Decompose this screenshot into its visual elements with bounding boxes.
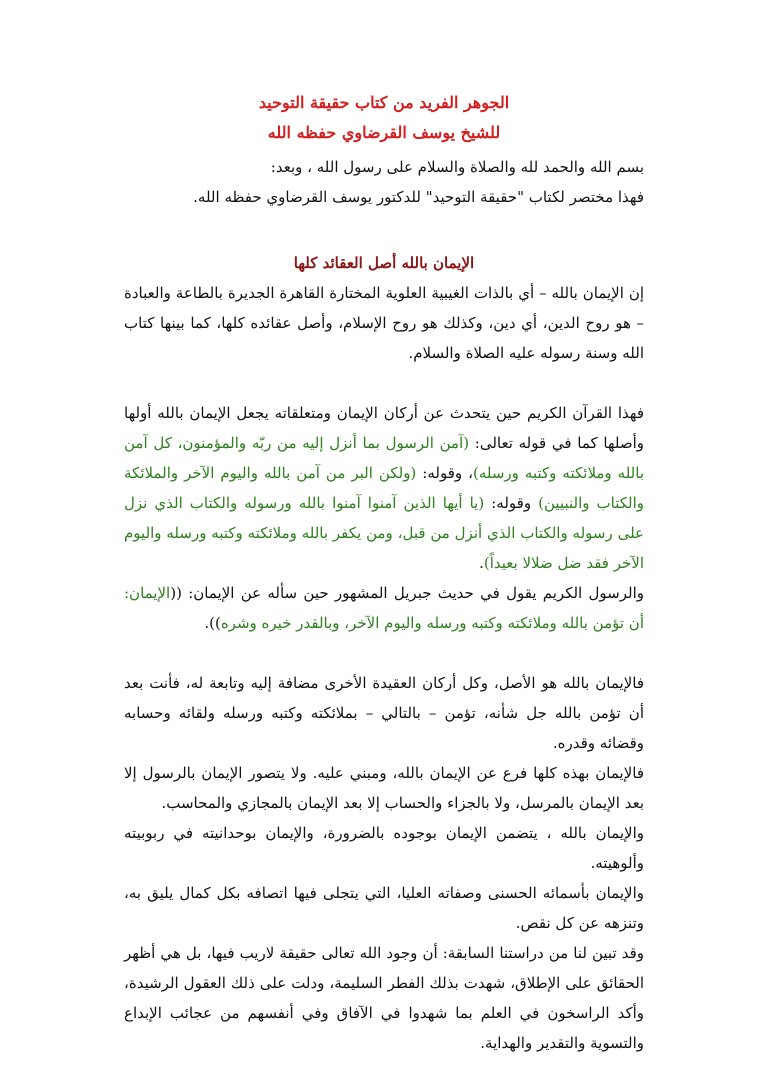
paragraph-3 bbox=[124, 578, 644, 638]
paragraph-7: والإيمان بأسمائه الحسنى وصفاته العليا، التي يتجلى فيها اتصافه بكل كمال يليق به، وتنزهه عن كل نقص. bbox=[124, 884, 644, 932]
document-page bbox=[124, 88, 644, 1058]
paragraph-2-text-c: وقوله: bbox=[484, 494, 539, 512]
quran-quote-3: (يا أيها الذين آمنوا آمنوا بالله ورسوله والكتاب الذي نزل على رسوله والكتاب الذي أنزل من قبل، ومن يكفر بالله وملائكته وكتبه ورسله واليوم الآخر فقد ضل ضلالا بعيداً) bbox=[124, 494, 644, 572]
paragraph-1: إن الإيمان بالله – أي بالذات الغيبية العلوية المختارة القاهرة الجديرة بالطاعة والعبادة – هو روح الدين، أي دين، وكذلك هو روح الإسلام، وأصل عقائده كلها، كما بينها كتاب الله وسنة رسوله عليه الصلاة والسلام. bbox=[124, 284, 644, 362]
quran-quote-1: (آمن الرسول بما أنزل إليه من ربّه والمؤمنون، كل آمن بالله وملائكته وكتبه ورسله) bbox=[124, 434, 645, 482]
paragraph-2 bbox=[124, 398, 644, 578]
section-heading: الإيمان بالله أصل العقائد كلها bbox=[293, 254, 475, 272]
title-line-2: للشيخ يوسف القرضاوي حفظه الله bbox=[267, 123, 501, 142]
paragraph-6: والإيمان بالله ، يتضمن الإيمان بوجوده بالضرورة، والإيمان بوحدانيته في ربوبيته وألوهيته. bbox=[124, 824, 644, 872]
intro-line-2: فهذا مختصر لكتاب "حقيقة التوحيد" للدكتور يوسف القرضاوي حفظه الله. bbox=[193, 188, 644, 206]
paragraph-5: فالإيمان بهذه كلها فرع عن الإيمان بالله، ومبني عليه. ولا يتصور الإيمان بالرسول إلا بعد الإيمان بالمرسل، ولا بالجزاء والحساب إلا بعد الإيمان بالمجازي والمحاسب. bbox=[124, 764, 644, 812]
intro-line-1: بسم الله والحمد لله والصلاة والسلام على رسول الله ، وبعد: bbox=[270, 158, 644, 176]
paragraph-2-text-d: . bbox=[479, 554, 484, 572]
title-line-1: الجوهر الفريد من كتاب حقيقة التوحيد bbox=[258, 93, 510, 112]
paragraph-3-text-a: والرسول الكريم يقول في حديث جبريل المشهور حين سأله عن الإيمان: (( bbox=[170, 584, 644, 602]
paragraph-8: وقد تبين لنا من دراستنا السابقة: أن وجود الله تعالى حقيقة لاريب فيها، بل هي أظهر الحقائق على الإطلاق، شهدت بذلك الفطر السليمة، ودلت على ذلك العقول الرشيدة، وأكد الراسخون في العلم بما شهدوا في الآفاق وفي أنفسهم من عجائب الإبداع والتسوية والتقدير والهداية. bbox=[124, 944, 644, 1052]
paragraph-4: فالإيمان بالله هو الأصل، وكل أركان العقيدة الأخرى مضافة إليه وتابعة له، فأنت بعد أن تؤمن بالله جل شأنه، تؤمن – بالتالي – بملائكته وكتبه ورسله ولقائه وحسابه وقضائه وقدره. bbox=[124, 674, 644, 752]
quran-quote-2: (ولكن البر من آمن بالله واليوم الآخر والملائكة والكتاب والنبيين) bbox=[124, 464, 645, 512]
paragraph-2-text-b: ، وقوله: bbox=[416, 464, 473, 482]
hadith-quote: الإيمان: أن تؤمن بالله وملائكته وكتبه ورسله واليوم الآخر، وبالقدر خيره وشره bbox=[124, 584, 644, 632]
paragraph-2-text-a: فهذا القرآن الكريم حين يتحدث عن أركان الإيمان ومتعلقاته يجعل الإيمان بالله أولها وأصلها كما في قوله تعالى: bbox=[124, 404, 644, 452]
paragraph-3-text-b: )). bbox=[204, 614, 221, 632]
